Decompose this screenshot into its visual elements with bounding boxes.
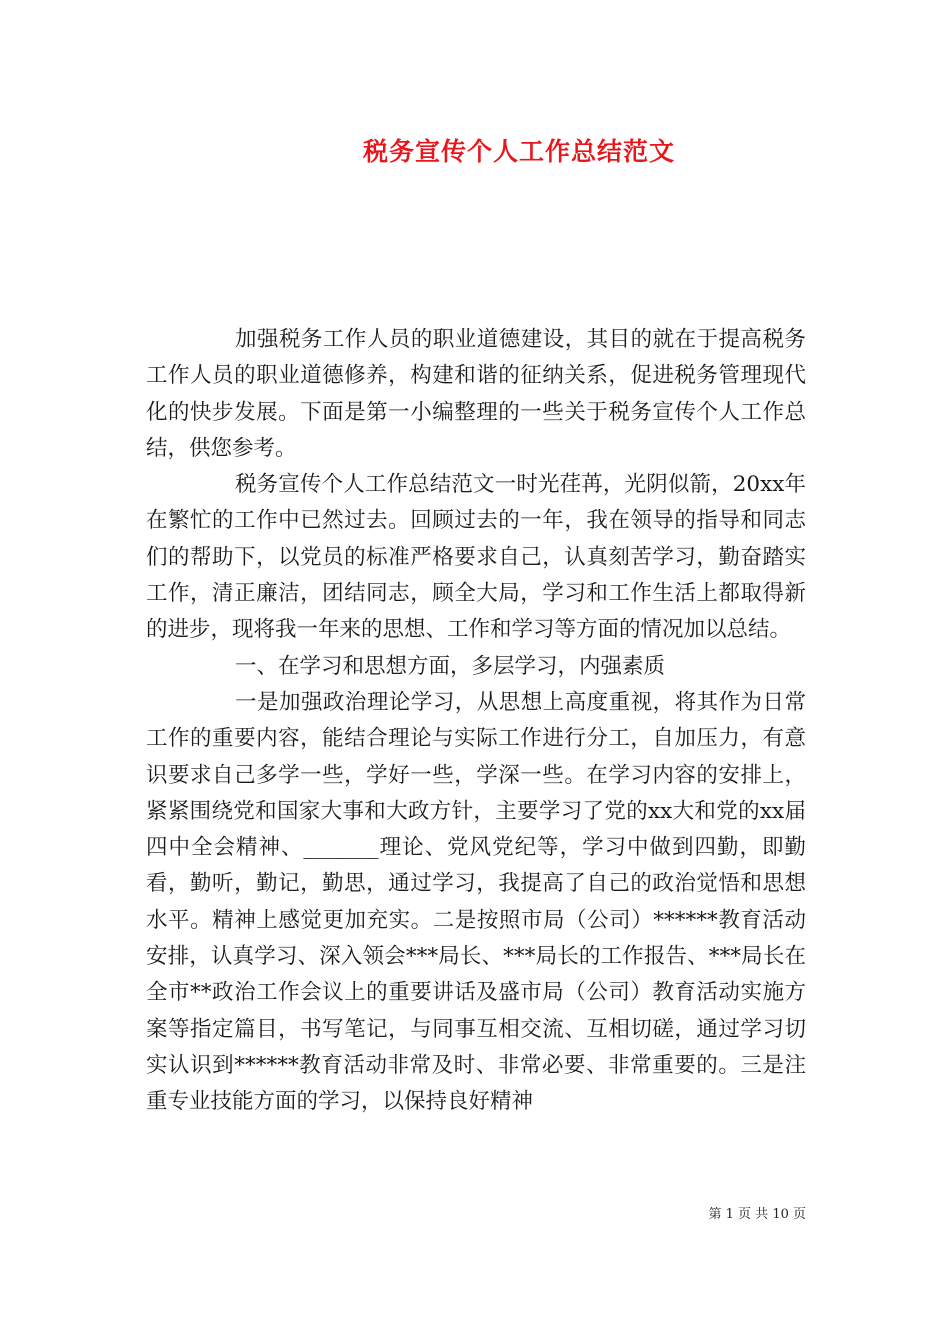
paragraph-intro: 加强税务工作人员的职业道德建设，其目的就在于提高税务工作人员的职业道德修养，构建和谐的征纳关系，促进税务管理现代化的快步发展。下面是第一小编整理的一些关于税务宣传个人工作总结，供您参考。: [146, 327, 806, 461]
paragraph-study-details: 一是加强政治理论学习，从思想上高度重视，将其作为日常工作的重要内容，能结合理论与实际工作进行分工，自加压力，有意识要求自己多学一些，学好一些，学深一些。在学习内容的安排上，紧紧围绕党和国家大事和大政方针，主要学习了党的xx大和党的xx届四中全会精神、_______理论、党风党纪等，学习中做到四勤，即勤看，勤听，勤记，勤思，通过学习，我提高了自己的政治觉悟和思想水平。精神上感觉更加充实。二是按照市局（公司）******教育活动安排，认真学习、深入领会***局长、***局长的工作报告、***局长在全市**政治工作会议上的重要讲话及盛市局（公司）教育活动实施方案等指定篇目，书写笔记，与同事互相交流、互相切磋，通过学习切实认识到******教育活动非常及时、非常必要、非常重要的。三是注重专业技能方面的学习，以保持良好精神: [146, 689, 806, 1115]
section-heading-study: 一、在学习和思想方面，多层学习，内强素质: [235, 653, 666, 679]
document-body: [146, 322, 806, 1121]
document-title: 税务宣传个人工作总结范文: [362, 137, 675, 166]
page-number-footer: 第 1 页 共 10 页: [708, 1207, 806, 1222]
paragraph-summary-opening: 税务宣传个人工作总结范文一时光荏苒，光阴似箭，20xx年在繁忙的工作中已然过去。回顾过去的一年，我在领导的指导和同志们的帮助下，以党员的标准严格要求自己，认真刻苦学习，勤奋踏实工作，清正廉洁，团结同志，顾全大局，学习和工作生活上都取得新的进步，现将我一年来的思想、工作和学习等方面的情况加以总结。: [146, 472, 806, 643]
